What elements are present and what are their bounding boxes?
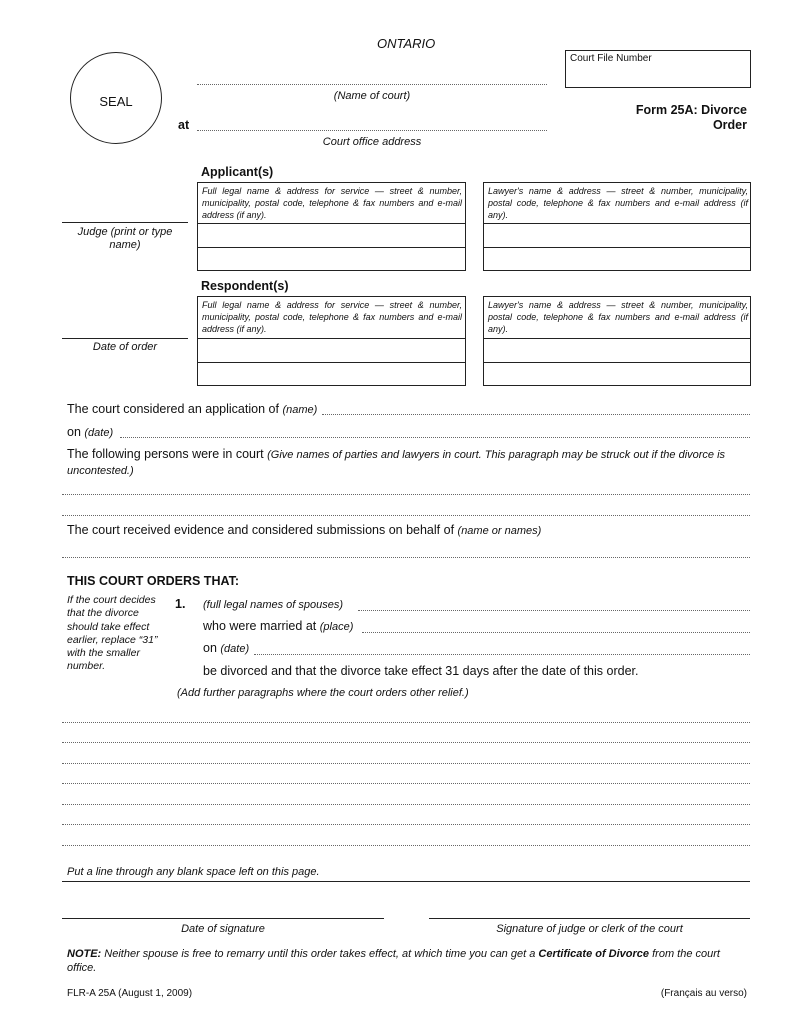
- judge-label: Judge (print or type name): [77, 226, 173, 251]
- remarry-note: [67, 947, 751, 975]
- seal-label: SEAL: [99, 94, 133, 109]
- evidence-hint: (name or names): [457, 525, 542, 537]
- applicants-heading: Applicant(s): [201, 165, 274, 179]
- persons-hint: (Give names of parties and lawyers in court. This paragraph may be struck out if the divorce is uncontested.): [67, 449, 726, 477]
- marriage-place-field[interactable]: [362, 632, 750, 633]
- blank-space-note: Put a line through any blank space left on this page.: [67, 866, 320, 878]
- respondent-lawyer-hint: Lawyer's name & address — street & number, municipality, postal code, telephone & fax numbers and e-mail address (if any).: [488, 300, 748, 334]
- date-of-signature-line[interactable]: [62, 918, 384, 919]
- married-line: [203, 619, 353, 633]
- blank-note-rule: [62, 881, 750, 882]
- considered-line: [67, 402, 317, 416]
- marriage-date-field[interactable]: [254, 654, 750, 655]
- on-text: on: [67, 425, 81, 439]
- respondent-lawyer-divider: [484, 362, 750, 363]
- court-office-address-label: Court office address: [322, 136, 422, 148]
- relief-field-line[interactable]: [62, 845, 750, 846]
- persons-paragraph: [67, 447, 751, 479]
- note-bold-text: Certificate of Divorce: [538, 948, 650, 960]
- name-of-court-label: (Name of court): [333, 90, 411, 102]
- court-file-number-box[interactable]: [565, 50, 751, 88]
- evidence-paragraph: [67, 523, 541, 537]
- place-hint: (place): [319, 621, 354, 633]
- respondent-box-divider: [198, 362, 465, 363]
- date-of-order-line[interactable]: [62, 338, 188, 339]
- relief-field-line[interactable]: [62, 824, 750, 825]
- name-of-court-line[interactable]: [197, 84, 547, 85]
- date-of-signature-label: Date of signature: [181, 923, 265, 935]
- applicant-name-field[interactable]: [322, 414, 750, 415]
- orders-heading: THIS COURT ORDERS THAT:: [67, 574, 239, 588]
- date-hint: (date): [84, 427, 114, 439]
- note-prefix: NOTE:: [67, 948, 102, 960]
- spouses-hint: (full legal names of spouses): [203, 599, 344, 611]
- divorced-text: be divorced and that the divorce take effect 31 days after the date of this order.: [203, 664, 639, 678]
- applicant-lawyer-hint: Lawyer's name & address — street & number, municipality, postal code, telephone & fax numbers and e-mail address (if any).: [488, 186, 748, 220]
- note-text-1: Neither spouse is free to remarry until this order takes effect, at which time you can get a: [101, 948, 539, 960]
- applicant-party-hint: Full legal name & address for service — street & number, municipality, postal code, telephone & fax numbers and e-mail address (if any).: [202, 186, 462, 220]
- date-of-order-label: Date of order: [92, 341, 158, 353]
- on-text-2: on: [203, 641, 217, 655]
- on-date-line: [67, 425, 113, 439]
- respondent-party-box[interactable]: [197, 296, 466, 386]
- respondent-lawyer-divider: [484, 338, 750, 339]
- relief-field-line[interactable]: [62, 722, 750, 723]
- judge-name-line[interactable]: [62, 222, 188, 223]
- persons-field-line[interactable]: [62, 494, 750, 495]
- item-number: 1.: [175, 597, 186, 611]
- applicant-party-box[interactable]: [197, 182, 466, 271]
- relief-field-line[interactable]: [62, 763, 750, 764]
- at-label: at: [178, 118, 190, 132]
- spouses-names-field[interactable]: [358, 610, 750, 611]
- considered-hint: (name): [282, 404, 318, 416]
- respondent-lawyer-box[interactable]: [483, 296, 751, 386]
- hearing-date-field[interactable]: [120, 437, 750, 438]
- applicant-lawyer-divider: [484, 247, 750, 248]
- married-text: who were married at: [203, 619, 317, 633]
- court-address-line[interactable]: [197, 130, 547, 131]
- applicant-lawyer-box[interactable]: [483, 182, 751, 271]
- evidence-text: The court received evidence and considered submissions on behalf of: [67, 523, 455, 537]
- respondent-party-hint: Full legal name & address for service — street & number, municipality, postal code, telephone & fax numbers and e-mail address (if any).: [202, 300, 462, 334]
- evidence-field-line[interactable]: [62, 557, 750, 558]
- considered-text: The court considered an application of: [67, 402, 279, 416]
- seal-circle: [70, 52, 162, 144]
- judge-signature-label: Signature of judge or clerk of the court: [496, 923, 683, 935]
- form-code: FLR-A 25A (August 1, 2009): [67, 988, 193, 999]
- province-title: ONTARIO: [377, 36, 436, 51]
- applicant-box-divider: [198, 223, 465, 224]
- further-hint: (Add further paragraphs where the court orders other relief.): [177, 687, 469, 699]
- marriage-date-line: [203, 641, 249, 655]
- respondents-heading: Respondent(s): [201, 279, 289, 293]
- form-title-line1: Form 25A: Divorce: [635, 103, 747, 117]
- note-text-2: from the court office.: [67, 948, 720, 974]
- relief-field-line[interactable]: [62, 742, 750, 743]
- relief-field-line[interactable]: [62, 783, 750, 784]
- judge-signature-line[interactable]: [429, 918, 750, 919]
- relief-field-line[interactable]: [62, 804, 750, 805]
- applicant-box-divider: [198, 247, 465, 248]
- date-hint-2: (date): [220, 643, 250, 655]
- court-file-number-label: Court File Number: [570, 53, 652, 64]
- persons-text: The following persons were in court: [67, 447, 264, 461]
- form-title-line2: Order: [712, 118, 747, 132]
- french-version-note: (Français au verso): [660, 988, 747, 999]
- respondent-box-divider: [198, 338, 465, 339]
- persons-field-line[interactable]: [62, 515, 750, 516]
- side-note: If the court decides that the divorce should take effect earlier, replace “31” with the smaller number.: [67, 594, 158, 673]
- form-title: [560, 103, 747, 133]
- applicant-lawyer-divider: [484, 223, 750, 224]
